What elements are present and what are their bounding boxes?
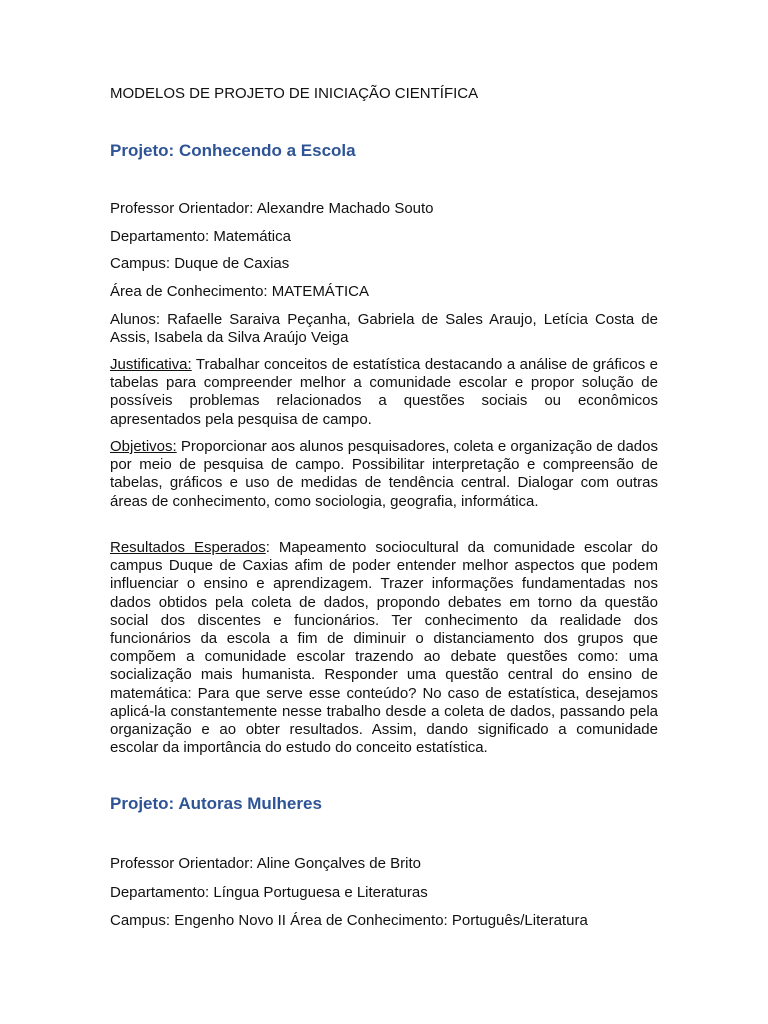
- project-2-advisor: Professor Orientador: Aline Gonçalves de Brito: [110, 855, 421, 872]
- project-1-campus: Campus: Duque de Caxias: [110, 255, 290, 272]
- project-1-results: [110, 539, 658, 757]
- results-label: Resultados Esperados: [110, 539, 266, 556]
- project-1-department: Departamento: Matemática: [110, 228, 291, 245]
- project-2-department: Departamento: Língua Portuguesa e Literaturas: [110, 884, 428, 901]
- project-1-area: Área de Conhecimento: MATEMÁTICA: [110, 283, 369, 300]
- results-text: : Mapeamento sociocultural da comunidade escolar do campus Duque de Caxias afim de poder entender melhor aspectos que podem influenciar o ensino e aprendizagem. Trazer informações fundamentadas nos dados obtidos pela coleta de dados, propondo debates em torno da questão social dos discentes e funcionários. Ter conhecimento da realidade dos funcionários da escola a fim de diminuir o distanciamento dos grupos que compõem a comunidade escolar trazendo ao debate questões como: uma socialização mais humanista. Responder uma questão central do ensino de matemática: Para que serve esse conteúdo? No caso de estatística, desejamos aplicá-la constantemente nesse trabalho desde a coleta de dados, passando pela organização e ao obter resultados. Assim, dando significado a comunidade escolar da importância do estudo do conceito estatística.: [110, 539, 658, 757]
- objectives-text: Proporcionar aos alunos pesquisadores, coleta e organização de dados por meio de pesquisa de campo. Possibilitar interpretação e compreensão de tabelas, gráficos e uso de medidas de tendência central. Dialogar com outras áreas de conhecimento, como sociologia, geografia, informática.: [110, 438, 658, 510]
- document-heading: MODELOS DE PROJETO DE INICIAÇÃO CIENTÍFICA: [110, 85, 479, 102]
- project-2-title: Projeto: Autoras Mulheres: [110, 794, 322, 813]
- project-1-advisor: Professor Orientador: Alexandre Machado Souto: [110, 200, 434, 217]
- justification-text: Trabalhar conceitos de estatística destacando a análise de gráficos e tabelas para compreender melhor a comunidade escolar e propor solução de possíveis problemas relacionados a questões sociais ou econômicos apresentados pela pesquisa de campo.: [110, 356, 658, 428]
- project-1-objectives: [110, 438, 658, 511]
- objectives-label: Objetivos:: [110, 438, 177, 455]
- project-1-students: Alunos: Rafaelle Saraiva Peçanha, Gabriela de Sales Araujo, Letícia Costa de Assis, Isabela da Silva Araújo Veiga: [110, 311, 658, 347]
- justification-label: Justificativa:: [110, 356, 192, 373]
- project-1-title: Projeto: Conhecendo a Escola: [110, 141, 356, 160]
- project-2-campus-area: Campus: Engenho Novo II Área de Conhecimento: Português/Literatura: [110, 912, 588, 929]
- project-1-justification: [110, 356, 658, 429]
